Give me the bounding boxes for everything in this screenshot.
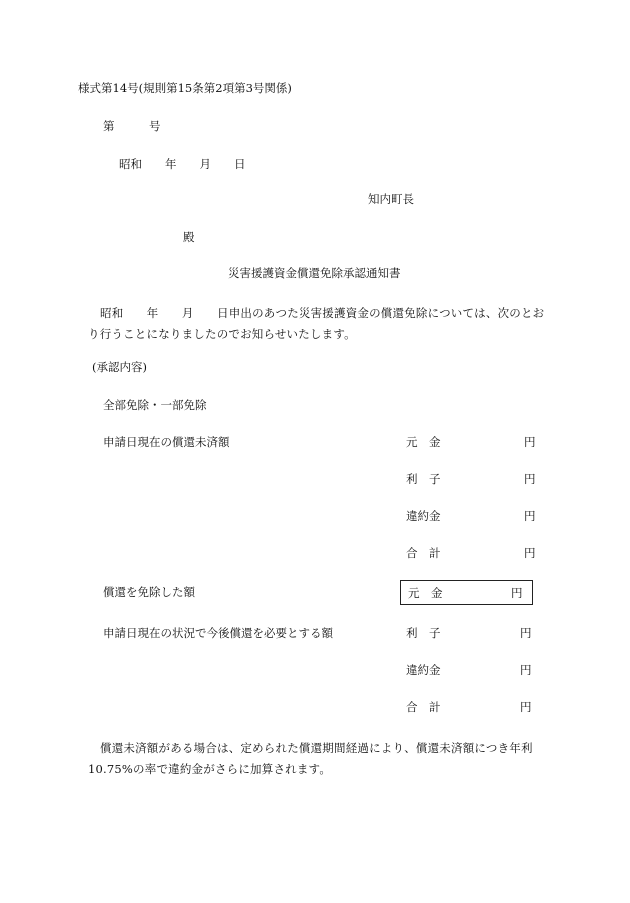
- yen-unit: 円: [524, 472, 536, 486]
- section-label: (承認内容): [92, 360, 147, 374]
- yen-unit: 円: [520, 626, 532, 640]
- addressee-suffix: 殿: [183, 230, 195, 244]
- issuer-name: 知内町長: [368, 192, 414, 206]
- document-number: 第 号: [103, 119, 161, 133]
- yen-unit: 円: [524, 546, 536, 560]
- amount-item-label: 合 計: [406, 546, 441, 560]
- notice-paragraph: 昭和 年 月 日申出のあつた災害援護資金の償還免除については、次のとおり行うことになりましたのでお知らせいたします。: [88, 306, 545, 341]
- amount-item-label: 違約金: [406, 509, 441, 523]
- yen-unit: 円: [524, 435, 536, 449]
- amount-item-label: 元 金: [408, 586, 443, 600]
- exempted-principal-box: [400, 580, 533, 605]
- amount-item-label: 元 金: [406, 435, 441, 449]
- remaining-required-label: 申請日現在の状況で今後償還を必要とする額: [103, 626, 333, 640]
- yen-unit: 円: [511, 586, 523, 600]
- form-number: 様式第14号(規則第15条第2項第3号関係): [78, 81, 292, 95]
- document-title: 災害援護資金償還免除承認通知書: [228, 266, 401, 280]
- amount-item-label: 違約金: [406, 663, 441, 677]
- yen-unit: 円: [520, 700, 532, 714]
- exemption-type: 全部免除・一部免除: [103, 398, 207, 412]
- yen-unit: 円: [524, 509, 536, 523]
- amount-item-label: 合 計: [406, 700, 441, 714]
- exempted-amount-label: 償還を免除した額: [103, 585, 195, 599]
- penalty-note: 償還未済額がある場合は、定められた償還期間経過により、償還未済額につき年利10.75%の率で違約金がさらに加算されます。: [88, 741, 533, 776]
- unpaid-balance-label: 申請日現在の償還未済額: [103, 435, 230, 449]
- yen-unit: 円: [520, 663, 532, 677]
- issue-date: 昭和 年 月 日: [119, 157, 246, 171]
- amount-item-label: 利 子: [406, 626, 441, 640]
- amount-item-label: 利 子: [406, 472, 441, 486]
